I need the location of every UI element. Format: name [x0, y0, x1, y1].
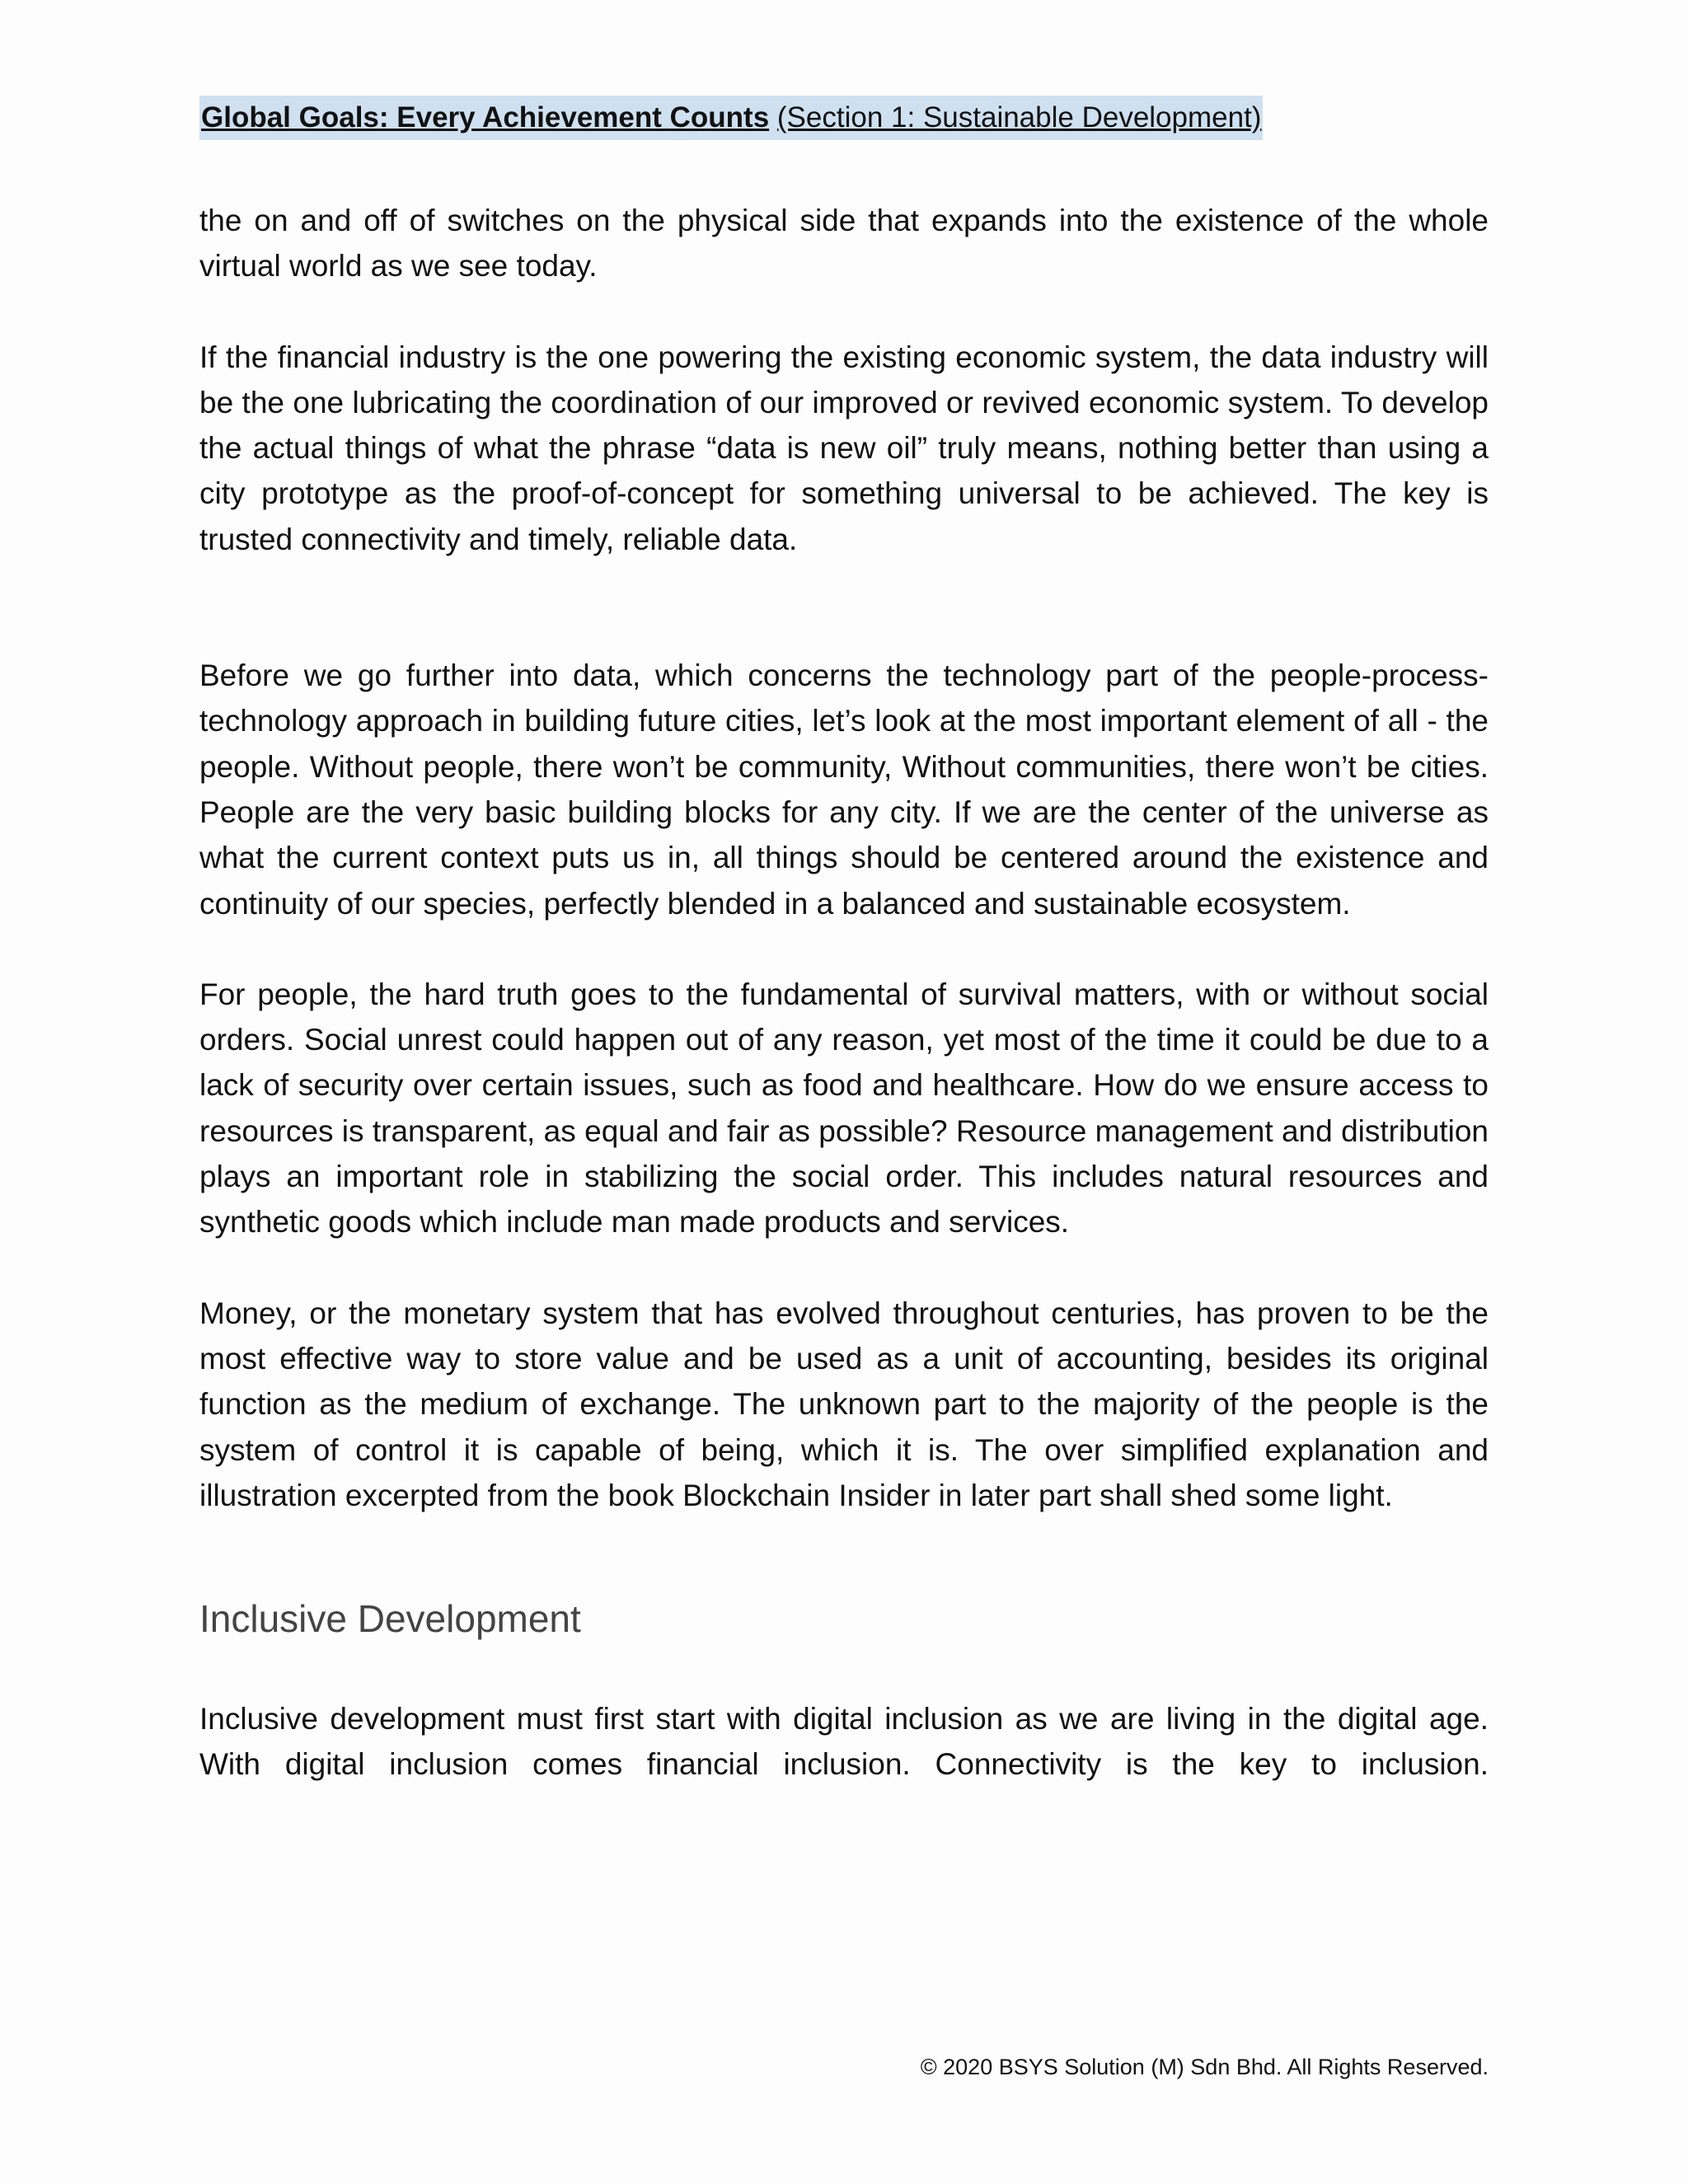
section-paragraph: Inclusive development must first start with digital inclusion as we are living in the digital age. With digital inclusion comes financial inclusion. Connectivity is the key to inclusion. — [199, 1702, 1489, 1782]
header-title: Global Goals: Every Achievement Counts — [201, 101, 770, 134]
paragraph-2: If the financial industry is the one powering the existing economic system, the data industry will be the one lubricating the coordination of our improved or revived economic system. To develop the actual things of what the phrase “data is new oil” truly means, nothing better than using a city prototype as the proof-of-concept for something universal to be achieved. The key is trusted connectivity and timely, reliable data. — [199, 340, 1489, 556]
header-section-label: (Section 1: Sustainable Development) — [776, 101, 1262, 134]
page-header — [199, 96, 1263, 140]
paragraph-1: the on and off of switches on the physical side that expands into the existence of the whole virtual world as we see today. — [199, 204, 1489, 284]
paragraph-4: For people, the hard truth goes to the fundamental of survival matters, with or without social orders. Social unrest could happen out of any reason, yet most of the time it could be due to a lack of security over certain issues, such as food and healthcare. How do we ensure access to resources is transparent, as equal and fair as possible? Resource management and distribution plays an important role in stabilizing the social order. This includes natural resources and synthetic goods which include man made products and services. — [199, 977, 1489, 1240]
copyright-footer: © 2020 BSYS Solution (M) Sdn Bhd. All Rights Reserved. — [920, 2055, 1489, 2079]
document-body — [199, 198, 1489, 1788]
section-heading: Inclusive Development — [199, 1597, 581, 1641]
paragraph-3: Before we go further into data, which concerns the technology part of the people-process-technology approach in building future cities, let’s look at the most important element of all - the people. Without people, there won’t be community, Without communities, there won’t be cities. People are the very basic building blocks for any city. If we are the center of the universe as what the current context puts us in, all things should be centered around the existence and continuity of our species, perfectly blended in a balanced and sustainable ecosystem. — [199, 658, 1489, 921]
paragraph-5: Money, or the monetary system that has evolved throughout centuries, has proven to be the most effective way to store value and be used as a unit of accounting, besides its original function as the medium of exchange. The unknown part to the majority of the people is the system of control it is capable of being, which it is. The over simplified explanation and illustration excerpted from the book Blockchain Insider in later part shall shed some light. — [199, 1296, 1489, 1512]
